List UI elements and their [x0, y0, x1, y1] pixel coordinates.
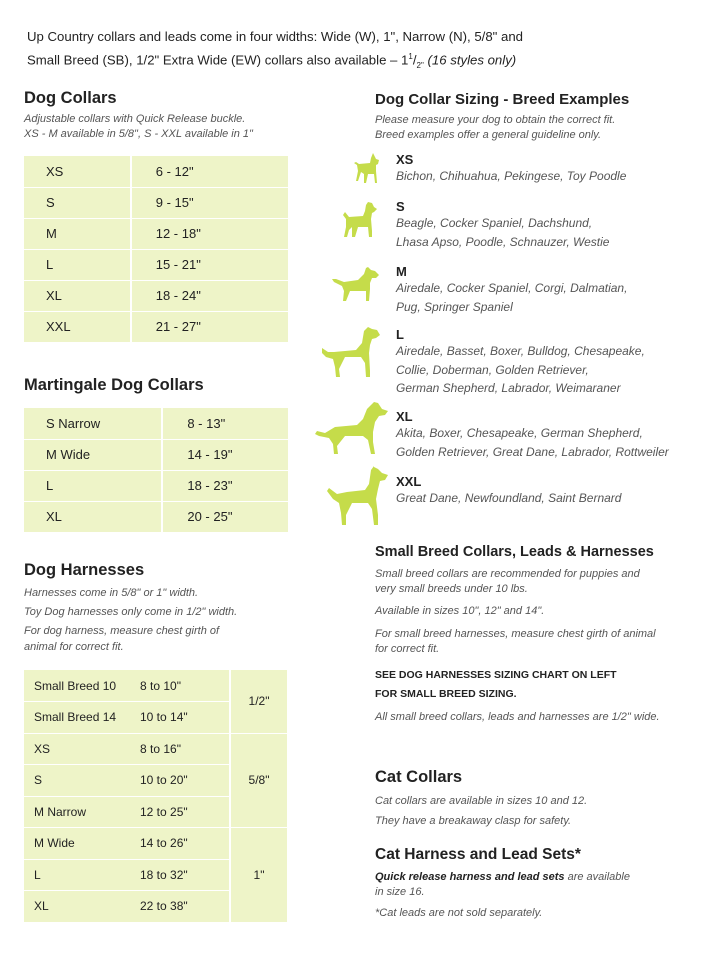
table-row: L 18 to 32": [24, 859, 287, 891]
breed-item-m: M Airedale, Cocker Spaniel, Corgi, Dalmatian, Pug, Springer Spaniel: [396, 264, 628, 314]
table-row: XL 18 - 24": [24, 280, 288, 311]
width-cell: 1/2": [230, 670, 287, 733]
table-row: Small Breed 14 10 to 14": [24, 702, 287, 734]
width-cell: 1": [230, 828, 287, 923]
table-row: S 9 - 15": [24, 187, 288, 218]
intro-line-2: Small Breed (SB), 1/2" Extra Wide (EW) collars also available – $1^1/_{2"}$ (16 styles only): [27, 52, 517, 71]
breed-item-xs: XS Bichon, Chihuahua, Pekingese, Toy Poodle: [396, 152, 627, 183]
breed-item-xl: XL Akita, Boxer, Chesapeake, German Shepherd, Golden Retriever, Great Dane, Labrador, Rottweiler: [396, 409, 669, 459]
table-row: XXL 21 - 27": [24, 311, 288, 342]
small-breed-title: Small Breed Collars, Leads & Harnesses: [375, 544, 654, 560]
table-row: S 10 to 20": [24, 765, 287, 797]
table-row: XS 8 to 16" 5/8": [24, 733, 287, 765]
table-row: M Wide 14 - 19": [24, 439, 288, 470]
harnesses-note: Harnesses come in 5/8" or 1" width. Toy Dog harnesses only come in 1/2" width. For dog harness, measure chest girth of animal for correct fit.: [24, 587, 238, 653]
cat-collars-title: Cat Collars: [375, 768, 463, 786]
table-row: XS 6 - 12": [24, 156, 288, 187]
breed-examples-note: Please measure your dog to obtain the correct fit. Breed examples offer a general guideline only.: [375, 114, 616, 141]
table-row: XL 22 to 38": [24, 891, 287, 923]
table-row: L 15 - 21": [24, 249, 288, 280]
dog-collars-table: [24, 156, 288, 343]
breed-item-xxl: XXL Great Dane, Newfoundland, Saint Bernard: [396, 474, 622, 505]
dog-collars-note: Adjustable collars with Quick Release buckle. XS - M available in 5/8", S - XXL available in 1": [24, 113, 253, 140]
cat-collars-text: Cat collars are available in sizes 10 and 12. They have a breakaway clasp for safety.: [375, 795, 588, 827]
table-row: XL 20 - 25": [24, 501, 288, 532]
table-row: M 12 - 18": [24, 218, 288, 249]
small-breed-text: Small breed collars are recommended for puppies and very small breeds under 10 lbs. Available in sizes 10", 12" and 14". For small breed harnesses, measure chest girth of animal for correct fit. SEE DOG HARNESSES SIZING CHART ON LEFT FOR SMALL BREED SIZING. All small breed collars, leads and harnesses are 1/2" wide.: [375, 568, 660, 723]
intro-text: [27, 27, 697, 76]
harnesses-title: Dog Harnesses: [24, 561, 145, 579]
table-row: M Narrow 12 to 25": [24, 796, 287, 828]
dog-collars-title: Dog Collars: [24, 89, 117, 107]
martingale-title: Martingale Dog Collars: [24, 376, 204, 394]
martingale-table: [24, 408, 288, 533]
breed-examples-title: Dog Collar Sizing - Breed Examples: [375, 91, 630, 108]
breed-item-l: L Airedale, Basset, Boxer, Bulldog, Chesapeake, Collie, Doberman, Golden Retriever, German Shepherd, Labrador, Weimaraner: [396, 327, 645, 395]
cat-harness-title: Cat Harness and Lead Sets*: [375, 846, 581, 863]
table-row: M Wide 14 to 26" 1": [24, 828, 287, 860]
breed-item-s: S Beagle, Cocker Spaniel, Dachshund, Lhasa Apso, Poodle, Schnauzer, Westie: [396, 199, 610, 249]
intro-line-1: Up Country collars and leads come in four widths: Wide (W), 1", Narrow (N), 5/8" and: [27, 29, 524, 44]
table-row: Small Breed 10 8 to 10" 1/2": [24, 670, 287, 702]
harnesses-table: [24, 670, 287, 923]
width-cell: 5/8": [230, 733, 287, 828]
table-row: S Narrow 8 - 13": [24, 408, 288, 439]
cat-harness-text: Quick release harness and lead sets are available in size 16. *Cat leads are not sold separately.: [375, 871, 630, 919]
table-row: L 18 - 23": [24, 470, 288, 501]
